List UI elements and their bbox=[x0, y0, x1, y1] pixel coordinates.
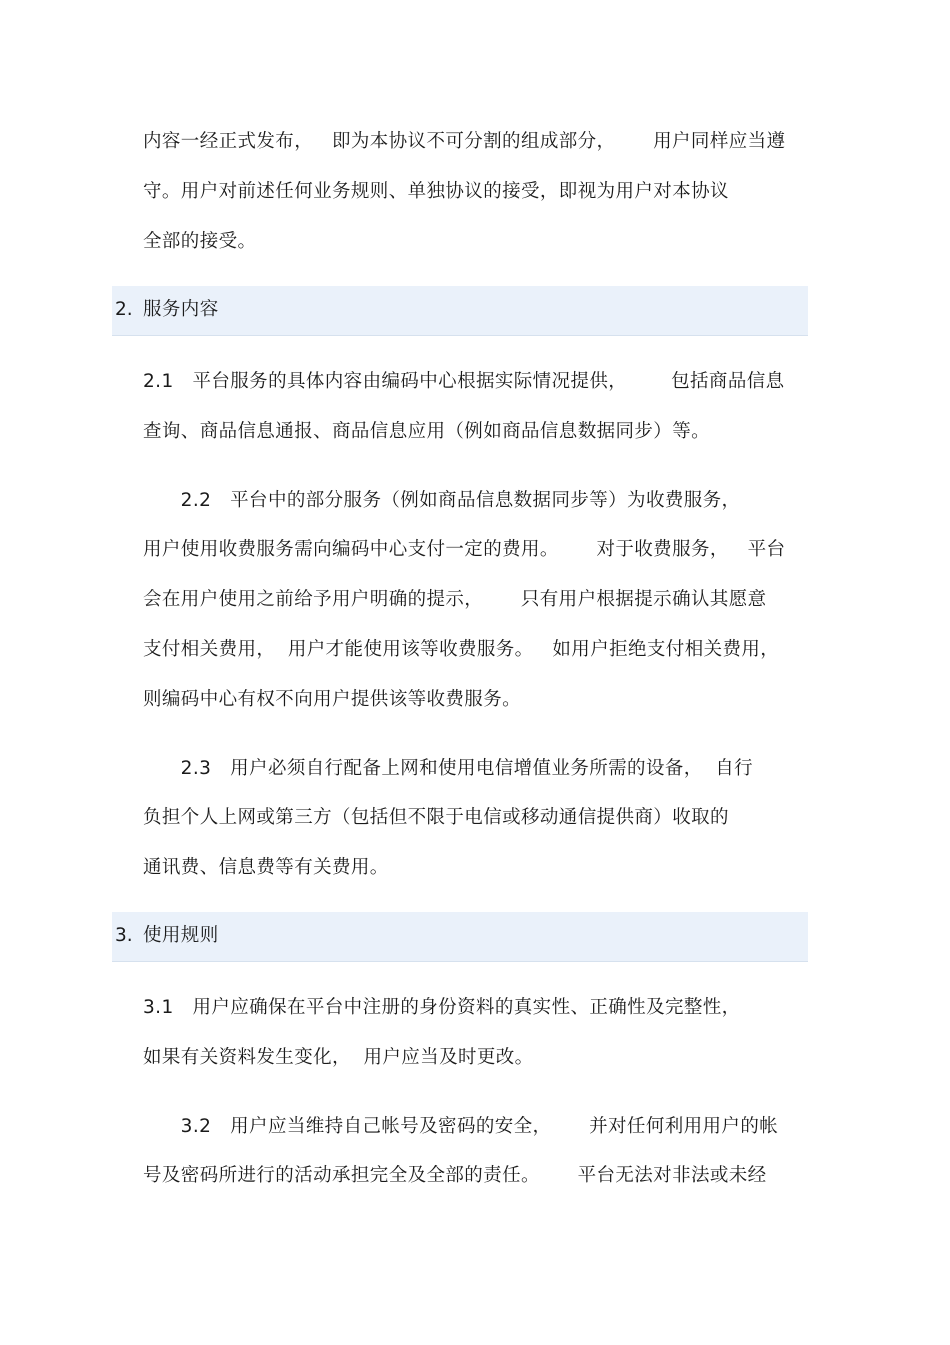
paragraph-line: 支付相关费用， 用户才能使用该等收费服务。 如用户拒绝支付相关费用， bbox=[143, 639, 780, 660]
section-title: 使用规则 bbox=[143, 925, 219, 946]
paragraph-line: 则编码中心有权不向用户提供该等收费服务。 bbox=[143, 689, 522, 710]
section-heading-2 bbox=[112, 286, 808, 336]
paragraph-line: 守。用户对前述任何业务规则、单独协议的接受，即视为用户对本协议 bbox=[143, 181, 729, 202]
section-number: 3. bbox=[115, 925, 133, 946]
paragraph-line: 2.2 平台中的部分服务（例如商品信息数据同步等）为收费服务， bbox=[143, 490, 741, 511]
paragraph-line: 2.1 平台服务的具体内容由编码中心根据实际情况提供， 包括商品信息 bbox=[143, 371, 785, 392]
paragraph-line: 如果有关资料发生变化， 用户应当及时更改。 bbox=[143, 1047, 534, 1068]
paragraph-line: 内容一经正式发布， 即为本协议不可分割的组成部分， 用户同样应当遵 bbox=[143, 131, 786, 152]
paragraph-line: 查询、商品信息通报、商品信息应用（例如商品信息数据同步）等。 bbox=[143, 421, 711, 442]
paragraph-line: 通讯费、信息费等有关费用。 bbox=[143, 857, 389, 878]
section-title: 服务内容 bbox=[143, 299, 219, 320]
paragraph-line: 负担个人上网或第三方（包括但不限于电信或移动通信提供商）收取的 bbox=[143, 807, 729, 828]
paragraph-line: 号及密码所进行的活动承担完全及全部的责任。 平台无法对非法或未经 bbox=[143, 1165, 767, 1186]
paragraph-line: 2.3 用户必须自行配备上网和使用电信增值业务所需的设备， 自行 bbox=[143, 758, 754, 779]
section-number: 2. bbox=[115, 299, 133, 320]
paragraph-line: 全部的接受。 bbox=[143, 231, 257, 252]
paragraph-line: 3.2 用户应当维持自己帐号及密码的安全， 并对任何利用用户的帐 bbox=[143, 1116, 779, 1137]
paragraph-line: 用户使用收费服务需向编码中心支付一定的费用。 对于收费服务， 平台 bbox=[143, 539, 786, 560]
paragraph-line: 会在用户使用之前给予用户明确的提示， 只有用户根据提示确认其愿意 bbox=[143, 589, 767, 610]
paragraph-line: 3.1 用户应确保在平台中注册的身份资料的真实性、正确性及完整性， bbox=[143, 997, 741, 1018]
section-heading-3 bbox=[112, 912, 808, 962]
